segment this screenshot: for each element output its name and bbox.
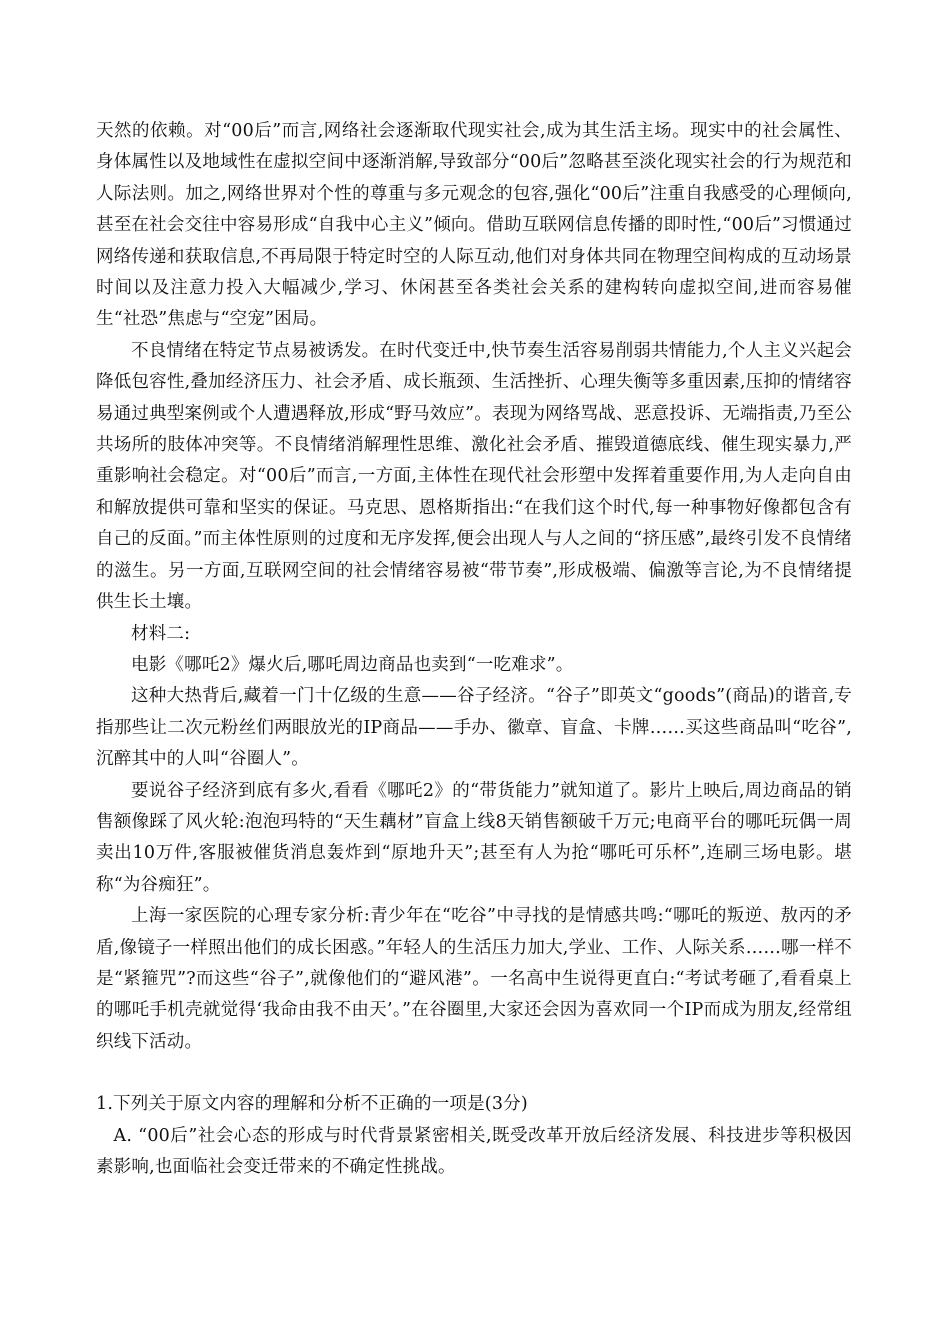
passage-paragraph-1: 天然的依赖。对“00后”而言,网络社会逐渐取代现实社会,成为其生活主场。现实中的社会属性、身体属性以及地域性在虚拟空间中逐渐消解,导致部分“00后”忽略甚至淡化现实社会的行为规范和人际法则。加之,网络世界对个性的尊重与多元观念的包容,强化“00后”注重自我感受的心理倾向,甚至在社会交往中容易形成“自我中心主义”倾向。借助互联网信息传播的即时性,“00后”习惯通过网络传递和获取信息,不再局限于特定时空的人际互动,他们对身体共同在物理空间构成的互动场景时间以及注意力投入大幅减少,学习、休闲甚至各类社会关系的建构转向虚拟空间,进而容易催生“社恐”焦虑与“空宠”困局。 — [96, 121, 852, 330]
passage-paragraph-2: 不良情绪在特定节点易被诱发。在时代变迁中,快节奏生活容易削弱共情能力,个人主义兴起会降低包容性,叠加经济压力、社会矛盾、成长瓶颈、生活挫折、心理失衡等多重因素,压抑的情绪容易通过典型案例或个人遭遇释放,形成“野马效应”。表现为网络骂战、恶意投诉、无端指责,乃至公共场所的肢体冲突等。不良情绪消解理性思维、激化社会矛盾、摧毁道德底线、催生现实暴力,严重影响社会稳定。对“00后”而言,一方面,主体性在现代社会形塑中发挥着重要作用,为人走向自由和解放提供可靠和坚实的保证。马克思、恩格斯指出:“在我们这个时代,每一种事物好像都包含有自己的反面。”而主体性原则的过度和无序发挥,便会出现人与人之间的“挤压感”,最终引发不良情绪的滋生。另一方面,互联网空间的社会情绪容易被“带节奏”,形成极端、偏激等言论,为不良情绪提供生长土壤。 — [96, 340, 852, 613]
passage-paragraph-5: 要说谷子经济到底有多火,看看《哪吒2》的“带货能力”就知道了。影片上映后,周边商品的销售额像踩了风火轮:泡泡玛特的“天生藕材”盲盒上线8天销售额破千万元;电商平台的哪吒玩偶一周卖出10万件,客服被催货消息轰炸到“原地升天”;甚至有人为抢“哪吒可乐杯”,连刷三场电影。堪称“为谷痴狂”。 — [96, 780, 852, 895]
question-1-stem: 1.下列关于原文内容的理解和分析不正确的一项是(3分) — [96, 1094, 528, 1115]
passage-paragraph-6: 上海一家医院的心理专家分析:青少年在“吃谷”中寻找的是情感共鸣:“哪吒的叛逆、敖丙的矛盾,像镜子一样照出他们的成长困惑。”年轻人的生活压力加大,学业、工作、人际关系……哪一样不是“紧箍咒”?而这些“谷子”,就像他们的“避风港”。一名高中生说得更直白:“考试考砸了,看看桌上的哪吒手机壳就觉得‘我命由我不由天’。”在谷圈里,大家还会因为喜欢同一个IP而成为朋友,经常组织线下活动。 — [96, 906, 852, 1052]
question-1-option-a: A. “00后”社会心态的形成与时代背景紧密相关,既受改革开放后经济发展、科技进步等积极因素影响,也面临社会变迁带来的不确定性挑战。 — [96, 1125, 852, 1177]
passage-paragraph-4: 这种大热背后,藏着一门十亿级的生意——谷子经济。“谷子”即英文“goods”(商品)的谐音,专指那些让二次元粉丝们两眼放光的IP商品——手办、徽章、盲盒、卡牌……买这些商品叫“吃谷”,沉醉其中的人叫“谷圈人”。 — [96, 686, 853, 770]
document-page — [96, 116, 852, 1183]
section-gap — [96, 1058, 852, 1089]
material-two-heading: 材料二: — [131, 623, 191, 644]
passage-paragraph-3: 电影《哪吒2》爆火后,哪吒周边商品也卖到“一吃难求”。 — [131, 654, 574, 675]
